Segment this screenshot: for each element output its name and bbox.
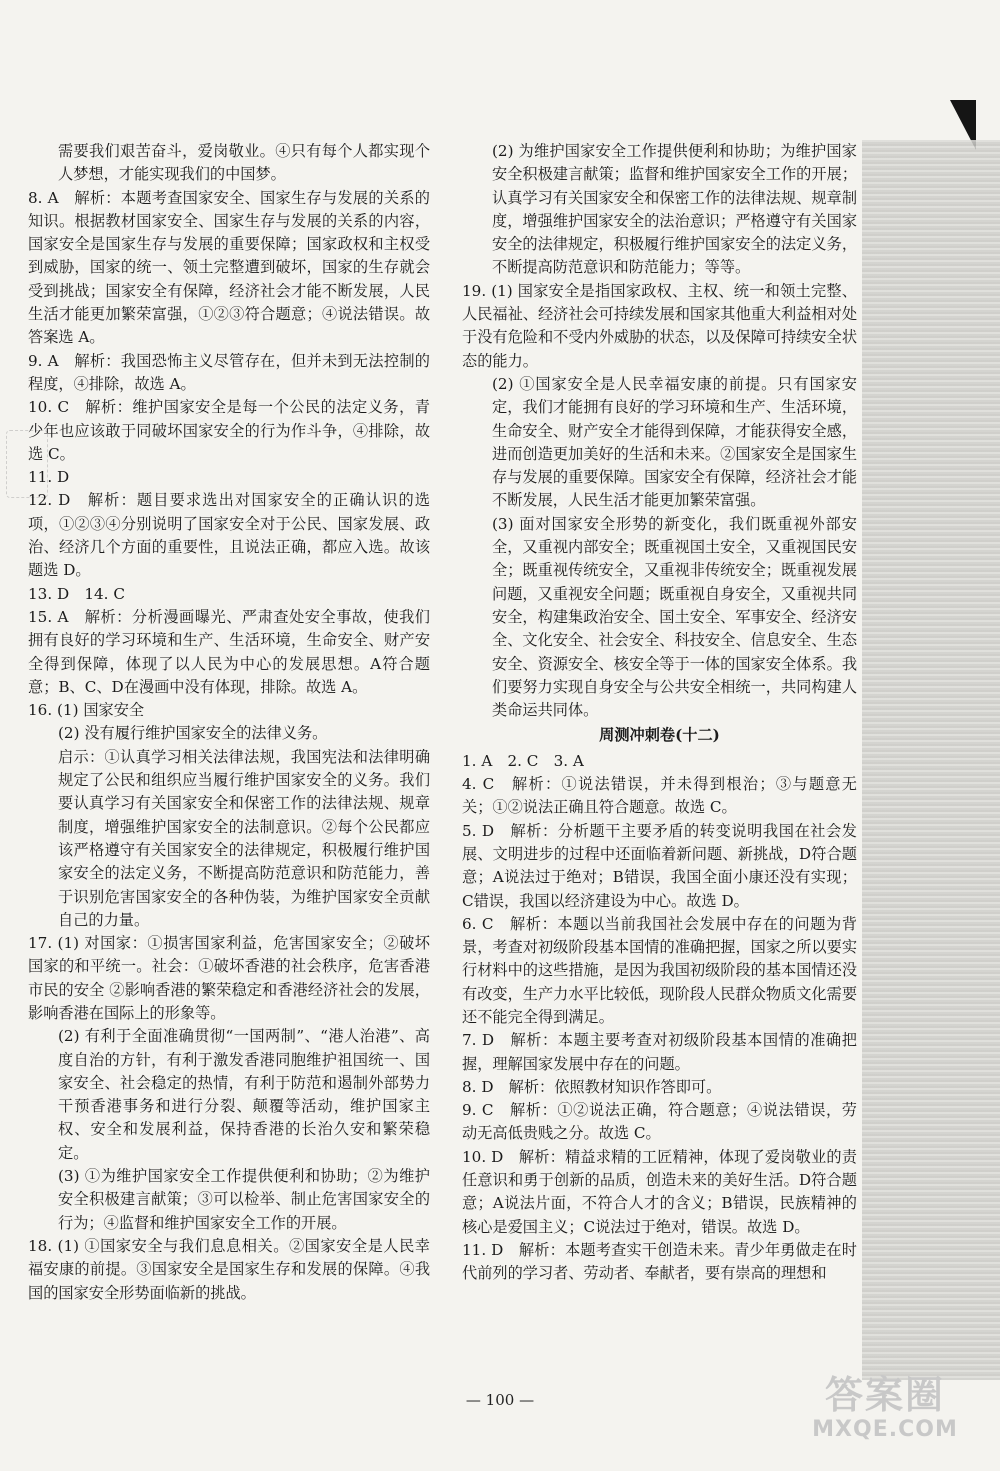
answer-item: 17. (1) 对国家：①损害国家利益，危害国家安全；②破坏国家的和平统一。社会：①破坏香港的社会秩序，危害香港市民的安全 ②影响香港的繁荣稳定和香港经济社会的发展，影响香港在国际上的形象等。 <box>28 934 430 1022</box>
answer-subitem: (3) ①为维护国家安全工作提供便利和协助；②为维护安全积极建言献策；③可以检举、制止危害国家安全的行为；④监督和维护国家安全工作的开展。 <box>58 1167 430 1232</box>
answer-item: 15. A 解析：分析漫画曝光、严肃查处安全事故，使我们拥有良好的学习环境和生产、生活环境，生命安全、财产安全得到保障，体现了以人民为中心的发展思想。A符合题意；B、C、D在漫画中没有体现，排除。故选 A。 <box>28 607 430 696</box>
answer-item: 18. (1) ①国家安全与我们息息相关。②国家安全是人民幸福安康的前提。③国家安全是国家生存和发展的保障。④我国的国家安全形势面临新的挑战。 <box>28 1236 430 1302</box>
watermark-en: MXQE.COM <box>812 1417 958 1442</box>
page-number: — 100 — <box>465 1391 535 1409</box>
answer-item: 12. D 解析：题目要求选出对国家安全的正确认识的选项，①②③④分别说明了国家安全对于公民、国家发展、政治、经济几个方面的重要性，且说法正确，都应入选。故该题选 D。 <box>28 491 430 580</box>
answer-item: 10. C 解析：维护国家安全是每一个公民的法定义务，青少年也应该敢于同破坏国家安全的行为作斗争，④排除，故选 C。 <box>28 398 430 463</box>
answer-item: 8. D 解析：依照教材知识作答即可。 <box>462 1077 722 1096</box>
answer-item: 10. D 解析：精益求精的工匠精神，体现了爱岗敬业的责任意识和勇于创新的品质，创造未来的美好生活。D符合题意；A说法片面，不符合人才的含义；B错误，民族精神的核心是爱国主义；C说法过于绝对，错误。故选 D。 <box>462 1147 857 1236</box>
answer-subitem: (2) ①国家安全是人民幸福安康的前提。只有国家安定，我们才能拥有良好的学习环境和生产、生活环境，生命安全、财产安全才能得到保障，才能获得安全感，进而创造更加美好的生活和未来。②国家安全是国家生存与发展的重要保障。国家安全有保障，经济社会才能不断发展，人民生活才能更加繁荣富强。 <box>492 374 857 510</box>
answer-item: 6. C 解析：本题以当前我国社会发展中存在的问题为背景，考查对初级阶段基本国情的准确把握，国家之所以要实行材料中的这些措施，是因为我国初级阶段的基本国情还没有改变，生产力水平比较低，现阶段人民群众物质文化需要还不能完全得到满足。 <box>462 914 857 1026</box>
answer-item: 19. (1) 国家安全是指国家政权、主权、统一和领土完整、人民福祉、经济社会可持续发展和国家其他重大利益相对处于没有危险和不受内外威胁的状态，以及保障可持续安全状态的能力。 <box>462 281 857 370</box>
answer-item: 5. D 解析：分析题干主要矛盾的转变说明我国在社会发展、文明进步的过程中还面临着新问题、新挑战，D符合题意；A说法过于绝对；B错误，我国全面小康还没有实现；C错误，我国以经济建设为中心。故选 D。 <box>462 821 857 910</box>
answer-subitem: (2) 为维护国家安全工作提供便利和协助；为维护国家安全积极建言献策；监督和维护国家安全工作的开展；认真学习有关国家安全和保密工作的法律法规、规章制度，增强维护国家安全的法治意识；严格遵守有关国家安全的法律规定，积极履行维护国家安全的法定义务，不断提高防范意识和防范能力；等等。 <box>492 142 857 277</box>
section-heading: 周测冲刺卷(十二) <box>599 726 720 745</box>
answer-subitem: (2) 没有履行维护国家安全的法律义务。 <box>58 724 328 743</box>
watermark-logo <box>800 1373 970 1453</box>
answer-item: 7. D 解析：本题主要考查对初级阶段基本国情的准确把握，理解国家发展中存在的问题。 <box>462 1031 857 1073</box>
answer-item: 9. A 解析：我国恐怖主义尽管存在，但并未到无法控制的程度，④排除，故选 A。 <box>28 351 430 393</box>
answer-item: 13. D 14. C <box>28 584 125 603</box>
answer-subitem: (2) 有利于全面准确贯彻“一国两制”、“港人治港”、高度自治的方针，有利于激发香港同胞维护祖国统一、国家安全、社会稳定的热情，有利于防范和遏制外部势力干预香港事务和进行分裂、颠覆等活动，维护国家主权、安全和发展利益，保持香港的长治久安和繁荣稳定。 <box>58 1027 430 1162</box>
answer-subitem: (3) 面对国家安全形势的新变化，我们既重视外部安全，又重视内部安全；既重视国土安全，又重视国民安全；既重视传统安全，又重视非传统安全；既重视发展问题，又重视安全问题；既重视自身安全，又重视共同安全，构建集政治安全、国土安全、军事安全、经济安全、文化安全、社会安全、科技安全、信息安全、生态安全、资源安全、核安全等于一体的国家安全体系。我们要努力实现自身安全与公共安全相统一，共同构建人类命运共同体。 <box>492 514 857 720</box>
answer-item: 4. C 解析：①说法错误，并未得到根治；③与题意无关；①②说法正确且符合题意。故选 C。 <box>462 775 857 817</box>
left-column <box>28 140 430 1305</box>
answer-subitem: 启示：①认真学习相关法律法规，我国宪法和法律明确规定了公民和组织应当履行维护国家安全的义务。我们要认真学习有关国家安全和保密工作的法律法规、规章制度，增强维护国家安全的法制意识。②每个公民都应该严格遵守有关国家安全的法律规定，积极履行维护国家安全的法定义务，不断提高防范意识和防范能力，善于识别危害国家安全的各种伪装，为维护国家安全贡献自己的力量。 <box>58 747 430 929</box>
answer-item: 16. (1) 国家安全 <box>28 701 145 720</box>
answer-item: 1. A 2. C 3. A <box>462 751 584 770</box>
answer-item: 需要我们艰苦奋斗，爱岗敬业。④只有每个人都实现个人梦想，才能实现我们的中国梦。 <box>58 142 430 184</box>
right-column <box>462 140 857 1286</box>
page-edge-strip <box>862 140 1000 1380</box>
watermark-cn: 答案圈 <box>824 1372 945 1417</box>
answer-item: 8. A 解析：本题考查国家安全、国家生存与发展的关系的知识。根据教材国家安全、国家生存与发展的关系的内容，国家安全是国家生存与发展的重要保障；国家政权和主权受到威胁，国家的统一、领土完整遭到破坏，国家的生存就会受到挑战；国家安全有保障，经济社会才能不断发展，人民生活才能更加繁荣富强，①②③符合题意；④说法错误。故答案选 A。 <box>28 188 430 347</box>
answer-item: 11. D 解析：本题考查实干创造未来。青少年勇做走在时代前列的学习者、劳动者、奉献者，要有崇高的理想和 <box>462 1240 857 1283</box>
answer-item: 9. C 解析：①②说法正确，符合题意；④说法错误，劳动无高低贵贱之分。故选 C。 <box>462 1101 857 1143</box>
answer-item: 11. D <box>28 468 70 487</box>
